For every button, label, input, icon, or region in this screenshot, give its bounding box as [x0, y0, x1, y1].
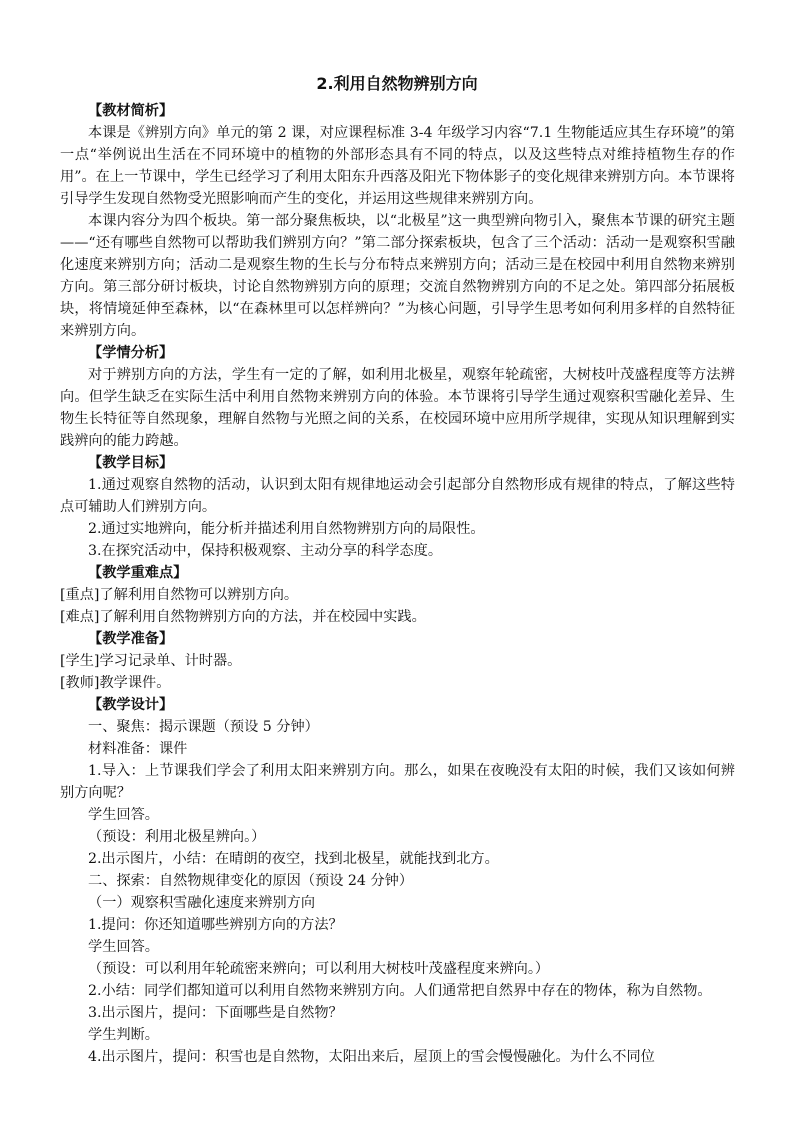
paragraph: 一、聚焦：揭示课题（预设 5 分钟）: [88, 719, 319, 735]
section-heading: 【教学重难点】: [88, 565, 188, 581]
paragraph: 材料准备：课件: [88, 741, 188, 757]
paragraph: [重点]了解利用自然物可以辨别方向。: [60, 587, 299, 603]
paragraph: [教师]教学课件。: [60, 675, 171, 691]
paragraph: 2.通过实地辨向，能分析并描述利用自然物辨别方向的局限性。: [88, 521, 485, 537]
section-heading: 【教材简析】: [88, 103, 174, 119]
section-heading: 【教学设计】: [88, 697, 174, 713]
paragraph: 学生回答。: [88, 807, 159, 823]
paragraph: （一）观察积雪融化速度来辨别方向: [88, 895, 316, 911]
paragraph: 对于辨别方向的方法，学生有一定的了解，如利用北极星，观察年轮疏密，大树枝叶茂盛程度等方法辨向。但学生缺乏在实际生活中利用自然物来辨别方向的体验。本节课将引导学生通过观察积雪融化差异、生物生长特征等自然现象，理解自然物与光照之间的关系，在校园环境中应用所学规律，实现从知识理解到实践辨向的能力跨越。: [60, 367, 735, 449]
paragraph: （预设：利用北极星辨向。）: [88, 829, 266, 845]
paragraph: 二、探索：自然物规律变化的原因（预设 24 分钟）: [88, 873, 414, 889]
paragraph: 2.小结：同学们都知道可以利用自然物来辨别方向。人们通常把自然界中存在的物体，称为自然物。: [88, 983, 712, 999]
paragraph: 1.导入：上节课我们学会了利用太阳来辨别方向。那么，如果在夜晚没有太阳的时候，我们又该如何辨别方向呢？: [60, 763, 735, 801]
section-heading: 【教学目标】: [88, 455, 174, 471]
paragraph: 本课是《辨别方向》单元的第 2 课，对应课程标准 3-4 年级学习内容“7.1 生物能适应其生存环境”的第一点“举例说出生活在不同环境中的植物的外部形态具有不同的特点，以及这些特点对维持植物生存的作用”。在上一节课中，学生已经学习了利用太阳东升西落及阳光下物体影子的变化规律来辨别方向。本节课将引导学生发现自然物受光照影响而产生的变化，并运用这些规律来辨别方向。: [60, 125, 735, 207]
paragraph: 3.在探究活动中，保持积极观察、主动分享的科学态度。: [88, 543, 443, 559]
paragraph: 1.通过观察自然物的活动，认识到太阳有规律地运动会引起部分自然物形成有规律的特点，了解这些特点可辅助人们辨别方向。: [60, 477, 735, 515]
paragraph: 学生判断。: [88, 1027, 159, 1043]
paragraph: 本课内容分为四个板块。第一部分聚焦板块，以“北极星”这一典型辨向物引入，聚焦本节课的研究主题——“还有哪些自然物可以帮助我们辨别方向？”第二部分探索板块，包含了三个活动：活动一是观察积雪融化速度来辨别方向；活动二是观察生物的生长与分布特点来辨别方向；活动三是在校园中利用自然物来辨别方向。第三部分研讨板块，讨论自然物辨别方向的原理；交流自然物辨别方向的不足之处。第四部分拓展板块，将情境延伸至森林，以“在森林里可以怎样辨向？”为核心问题，引导学生思考如何利用多样的自然特征来辨别方向。: [60, 213, 735, 339]
paragraph: [学生]学习记录单、计时器。: [60, 653, 242, 669]
section-heading: 【学情分析】: [88, 345, 174, 361]
paragraph: 3.出示图片，提问：下面哪些是自然物？: [88, 1005, 343, 1021]
section-heading: 【教学准备】: [88, 631, 174, 647]
paragraph: 2.出示图片，小结：在晴朗的夜空，找到北极星，就能找到北方。: [88, 851, 499, 867]
paragraph: 4.出示图片，提问：积雪也是自然物，太阳出来后，屋顶上的雪会慢慢融化。为什么不同位: [88, 1049, 655, 1065]
paragraph: （预设：可以利用年轮疏密来辨向；可以利用大树枝叶茂盛程度来辨向。）: [88, 961, 550, 977]
paragraph: [难点]了解利用自然物辨别方向的方法，并在校园中实践。: [60, 609, 426, 625]
paragraph: 学生回答。: [88, 939, 159, 955]
paragraph: 1.提问：你还知道哪些辨别方向的方法？: [88, 917, 343, 933]
document-body: [60, 100, 735, 1068]
document-title: 2.利用自然物辨别方向: [316, 74, 478, 93]
